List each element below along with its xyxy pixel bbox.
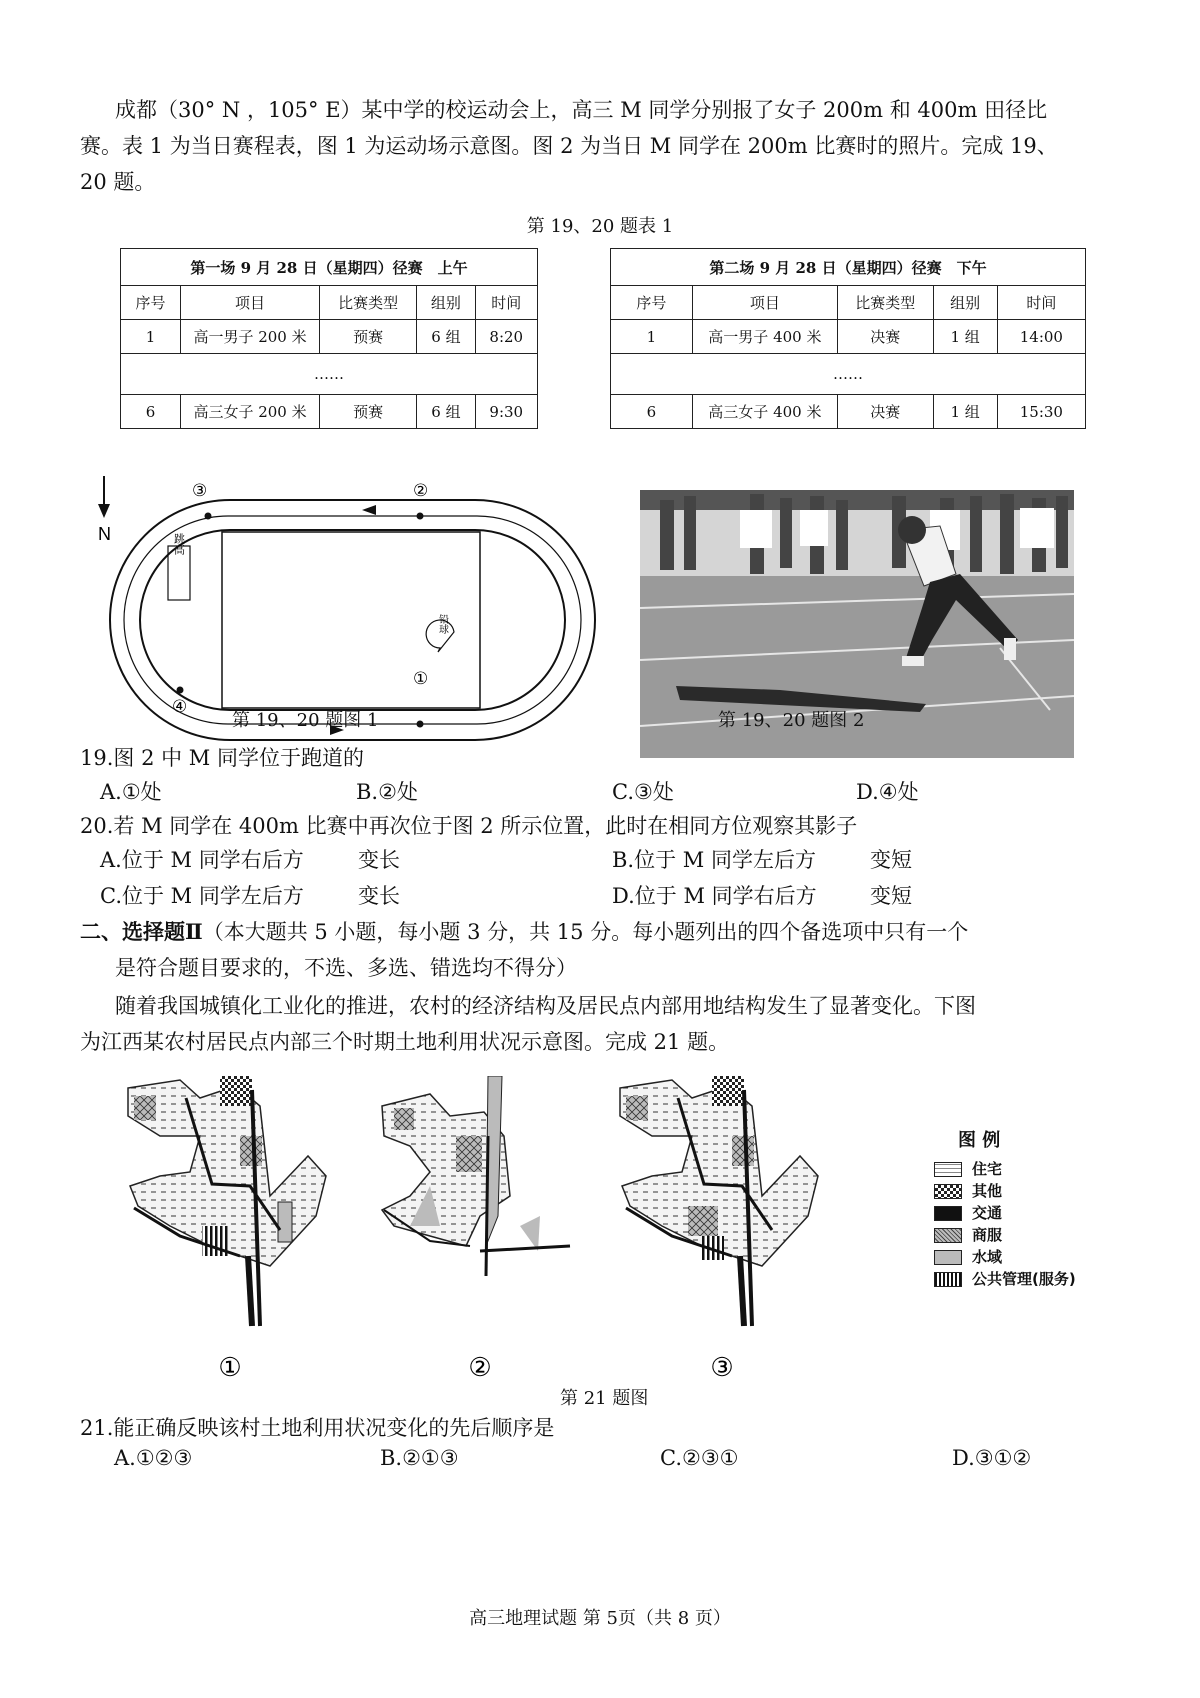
cell: 决赛	[837, 395, 933, 429]
legend-label: 公共管理(服务)	[972, 1270, 1076, 1288]
ellipsis-cell: ……	[611, 354, 1086, 395]
intro21-line-1: 随着我国城镇化工业化的推进，农村的经济结构及居民点内部用地结构发生了显著变化。下图	[115, 994, 976, 1018]
table-row	[611, 286, 1086, 320]
legend-item-other	[934, 1180, 1002, 1201]
intro-line-1: 成都（30° N ，105° E）某中学的校运动会上，高三 M 同学分别报了女子 200m 和 400m 田径比	[115, 98, 1048, 122]
cell: 15:30	[997, 395, 1085, 429]
q20-stem: 20.若 M 同学在 400m 比赛中再次位于图 2 所示位置，此时在相同方位观察其影子	[80, 814, 858, 838]
q21-stem: 21.能正确反映该村土地利用状况变化的先后顺序是	[80, 1416, 555, 1440]
option-label: C.位于 M 同学左后方	[100, 884, 304, 908]
cell: 预赛	[319, 320, 416, 354]
col-header: 比赛类型	[319, 286, 416, 320]
point-3-label: ③	[192, 481, 208, 501]
page-footer: 高三地理试题 第 5页（共 8 页）	[469, 1608, 731, 1629]
table-row	[611, 395, 1086, 429]
point-4-label: ④	[172, 697, 188, 717]
cell: 9:30	[475, 395, 537, 429]
point-1-label: ①	[413, 669, 429, 689]
col-header: 比赛类型	[837, 286, 933, 320]
option-label: B.位于 M 同学左后方	[612, 848, 816, 872]
cell: 14:00	[997, 320, 1085, 354]
map-2-label: ②	[468, 1353, 492, 1383]
cell: 1	[121, 320, 181, 354]
q20-option-b[interactable]	[612, 844, 912, 874]
cell: 高一男子 200 米	[181, 320, 320, 354]
ellipsis-cell: ……	[121, 354, 538, 395]
schedule-table-morning	[120, 248, 538, 429]
section2-desc-2: 是符合题目要求的，不选、多选、错选均不得分）	[115, 956, 577, 980]
table-header: 第二场 9 月 28 日（星期四）径赛 下午	[611, 249, 1086, 286]
table-row	[121, 354, 538, 395]
figure1-caption: 第 19、20 题图 1	[232, 710, 379, 731]
land-use-map-3	[620, 1076, 818, 1383]
q20-option-c[interactable]	[100, 880, 400, 910]
legend-item-residential	[934, 1158, 1002, 1179]
cell: 6	[121, 395, 181, 429]
legend-label: 住宅	[972, 1160, 1003, 1178]
col-header: 组别	[417, 286, 475, 320]
cell: 6 组	[417, 320, 475, 354]
legend-title: 图 例	[958, 1130, 1001, 1151]
q19-option-c[interactable]: C.③处	[612, 780, 674, 804]
section2-desc: （本大题共 5 小题，每小题 3 分，共 15 分。每小题列出的四个备选项中只有一个	[202, 920, 969, 944]
col-header: 项目	[181, 286, 320, 320]
section2-title: 二、选择题Ⅱ	[80, 919, 203, 944]
col-header: 时间	[475, 286, 537, 320]
option-trend: 变短	[870, 884, 912, 908]
north-arrow-icon	[98, 476, 110, 518]
table-row	[611, 354, 1086, 395]
north-label: N	[98, 524, 111, 544]
cell: 决赛	[837, 320, 933, 354]
option-trend: 变长	[358, 848, 400, 872]
table-row	[121, 286, 538, 320]
legend-label: 商服	[972, 1226, 1003, 1244]
cell: 高三女子 400 米	[692, 395, 837, 429]
q21-option-a[interactable]: A.①②③	[114, 1446, 193, 1470]
option-trend: 变短	[870, 848, 912, 872]
intro-line-3: 20 题。	[80, 170, 156, 194]
col-header: 组别	[933, 286, 997, 320]
cell: 6	[611, 395, 693, 429]
q21-option-c[interactable]: C.②③①	[660, 1446, 739, 1470]
q19-stem: 19.图 2 中 M 同学位于跑道的	[80, 746, 364, 770]
q20-option-a[interactable]	[100, 844, 400, 874]
legend-label: 水域	[972, 1248, 1003, 1266]
legend-item-commercial	[934, 1224, 1002, 1245]
legend-item-traffic	[934, 1202, 1002, 1223]
option-trend: 变长	[358, 884, 400, 908]
legend-item-public	[934, 1268, 1076, 1289]
intro21-line-2: 为江西某农村居民点内部三个时期土地利用状况示意图。完成 21 题。	[80, 1030, 730, 1054]
table-title: 第 19、20 题表 1	[526, 216, 674, 237]
legend-label: 其他	[972, 1182, 1003, 1200]
q19-option-b[interactable]: B.②处	[356, 780, 418, 804]
schedule-table-afternoon	[610, 248, 1086, 429]
legend-item-water	[934, 1246, 1002, 1267]
col-header: 序号	[121, 286, 181, 320]
legend-label: 交通	[972, 1204, 1003, 1222]
option-label: A.位于 M 同学右后方	[100, 848, 304, 872]
map-3-label: ③	[710, 1353, 734, 1383]
direction-arrow-icon	[362, 505, 376, 515]
figure21-caption: 第 21 题图	[560, 1388, 649, 1409]
q19-option-d[interactable]: D.④处	[856, 780, 919, 804]
land-use-map-2	[382, 1076, 570, 1383]
q21-option-b[interactable]: B.②①③	[380, 1446, 459, 1470]
cell: 1 组	[933, 320, 997, 354]
cell: 8:20	[475, 320, 537, 354]
col-header: 时间	[997, 286, 1085, 320]
col-header: 序号	[611, 286, 693, 320]
q20-option-d[interactable]	[612, 880, 912, 910]
q19-option-a[interactable]: A.①处	[100, 780, 162, 804]
point-2-label: ②	[413, 481, 429, 501]
section2-heading	[80, 914, 968, 950]
option-label: D.位于 M 同学右后方	[612, 884, 817, 908]
shot-put-label: 铅球	[436, 614, 448, 634]
col-header: 项目	[692, 286, 837, 320]
cell: 1 组	[933, 395, 997, 429]
cell: 高一男子 400 米	[692, 320, 837, 354]
cell: 高三女子 200 米	[181, 395, 320, 429]
cell: 预赛	[319, 395, 416, 429]
high-jump-label: 跳高	[172, 533, 186, 555]
q21-option-d[interactable]: D.③①②	[952, 1446, 1032, 1470]
table-row	[121, 395, 538, 429]
figure2-caption: 第 19、20 题图 2	[718, 710, 865, 731]
table-row	[121, 320, 538, 354]
land-use-map-1	[128, 1076, 326, 1383]
cell: 6 组	[417, 395, 475, 429]
intro-line-2: 赛。表 1 为当日赛程表，图 1 为运动场示意图。图 2 为当日 M 同学在 200m 比赛时的照片。完成 19、	[80, 134, 1058, 158]
cell: 1	[611, 320, 693, 354]
table-row	[611, 320, 1086, 354]
table-header: 第一场 9 月 28 日（星期四）径赛 上午	[121, 249, 538, 286]
map-1-label: ①	[218, 1353, 242, 1383]
